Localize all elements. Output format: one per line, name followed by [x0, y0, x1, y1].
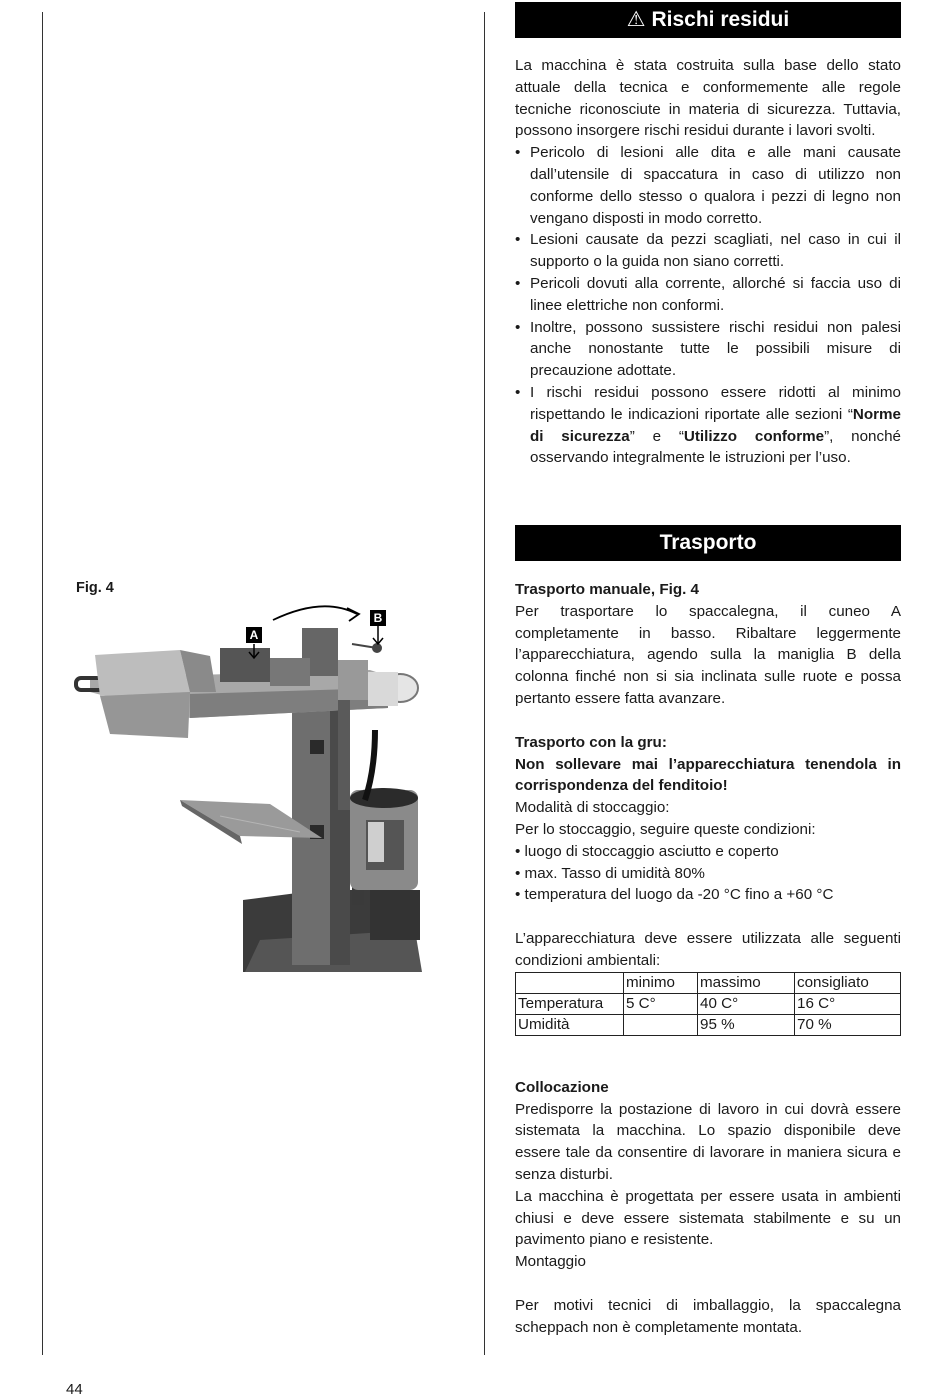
- list-item: • temperatura del luogo da -20 °C fino a +60 °C: [515, 886, 834, 904]
- table-cell: [516, 972, 624, 993]
- transport-body: [515, 579, 901, 1339]
- list-item: • Pericoli dovuti alla corrente, allorché si faccia uso di linee elettriche non conformi.: [515, 273, 901, 317]
- assembly-paragraph: Per motivi tecnici di imballaggio, la spaccalegna scheppach non è completamente montata.: [515, 1296, 901, 1336]
- ambient-conditions-paragraph: L’apparecchiatura deve essere utilizzata alle seguenti condizioni ambientali:: [515, 930, 901, 969]
- list-item: • Pericolo di lesioni alle dita e alle mani causate dall’utensile di spaccatura in caso di utilizzo non conforme dello stesso o qualora i pezzi di legno non vengano disposti in modo corretto.: [515, 142, 901, 229]
- table-row: [516, 993, 901, 1014]
- table-cell: 95 %: [698, 1014, 795, 1035]
- table-header-row: [516, 972, 901, 993]
- text-segment: ”, nonché osservando integralmente le istruzioni per l’uso.: [530, 427, 901, 467]
- residual-risks-body: [515, 55, 901, 469]
- left-margin-rule: [42, 12, 43, 1355]
- table-cell: [624, 1014, 698, 1035]
- risk-list: [515, 142, 901, 469]
- bold-segment: Norme di sicurezza: [530, 405, 901, 445]
- table-cell: Umidità: [516, 1014, 624, 1035]
- column-divider-rule: [484, 12, 485, 1355]
- bold-segment: Utilizzo conforme: [683, 427, 825, 445]
- subheading-crane-transport: Trasporto con la gru:: [515, 733, 667, 751]
- ambient-conditions-table: [515, 972, 901, 1036]
- list-item: • Lesioni causate da pezzi scagliati, nel caso in cui il supporto o la guida non siano corretti.: [515, 229, 901, 273]
- storage-title: Modalità di stoccaggio:: [515, 799, 670, 817]
- section-header-residual-risks: [515, 2, 901, 38]
- warning-icon: ⚠: [626, 8, 646, 31]
- crane-warning: Non sollevare mai l’apparecchiatura tenendola in corrispondenza del fenditoio!: [515, 755, 901, 795]
- subheading-placement: Collocazione: [515, 1078, 609, 1096]
- assembly-label: Montaggio: [515, 1253, 586, 1271]
- section-header-transport: [515, 525, 901, 561]
- list-item: [515, 382, 901, 469]
- table-cell: 5 C°: [624, 993, 698, 1014]
- intro-paragraph: La macchina è stata costruita sulla base dello stato attuale della tecnica e conformemente alle regole tecniche riconosciute in materia di sicurezza. Tuttavia, possono insorgere rischi residui durante i lavori svolti.: [515, 57, 901, 140]
- text-segment: ” e “: [629, 427, 684, 445]
- table-cell: massimo: [698, 972, 795, 993]
- table-cell: 70 %: [795, 1014, 901, 1035]
- page-number: 44: [66, 1381, 83, 1398]
- table-cell: 40 C°: [698, 993, 795, 1014]
- marker-b-label: B: [370, 610, 386, 626]
- placement-paragraph-2: La macchina è progettata per essere usata in ambienti chiusi e deve essere sistemata stabilmente e su un pavimento piano e resistente.: [515, 1187, 901, 1249]
- table-cell: 16 C°: [795, 993, 901, 1014]
- marker-a-label: A: [246, 627, 262, 643]
- section-title: Trasporto: [659, 531, 757, 554]
- table-cell: consigliato: [795, 972, 901, 993]
- text-segment: I rischi residui possono essere ridotti al minimo rispettando le indicazioni riportate alle sezioni “: [530, 383, 901, 423]
- section-title: Rischi residui: [651, 8, 790, 31]
- list-item: • max. Tasso di umidità 80%: [515, 864, 705, 882]
- storage-intro: Per lo stoccaggio, seguire queste condizioni:: [515, 820, 816, 838]
- list-item: • luogo di stoccaggio asciutto e coperto: [515, 842, 779, 860]
- table-cell: minimo: [624, 972, 698, 993]
- subheading-manual-transport: Trasporto manuale, Fig. 4: [515, 581, 699, 598]
- figure-label: Fig. 4: [76, 580, 114, 596]
- storage-conditions-list: [515, 841, 901, 906]
- placement-paragraph-1: Predisporre la postazione di lavoro in cui dovrà essere sistemata la macchina. Lo spazio disponibile deve essere tale da consentire di lavorare in maniera sicura e senza disturbi.: [515, 1100, 901, 1183]
- table-cell: Temperatura: [516, 993, 624, 1014]
- table-row: [516, 1014, 901, 1035]
- manual-transport-paragraph: Per trasportare lo spaccalegna, il cuneo A completamente in basso. Ribaltare leggermente l’apparecchiatura, agendo sulla la maniglia B della colonna finché non si sia inclinata sulle ruote e possa pertanto essere fatta avanzare.: [515, 602, 901, 707]
- rotation-arrow: [273, 606, 357, 620]
- list-item: • Inoltre, possono sussistere rischi residui non palesi anche nonostante tutte le possibili misure di precauzione adottate.: [515, 317, 901, 382]
